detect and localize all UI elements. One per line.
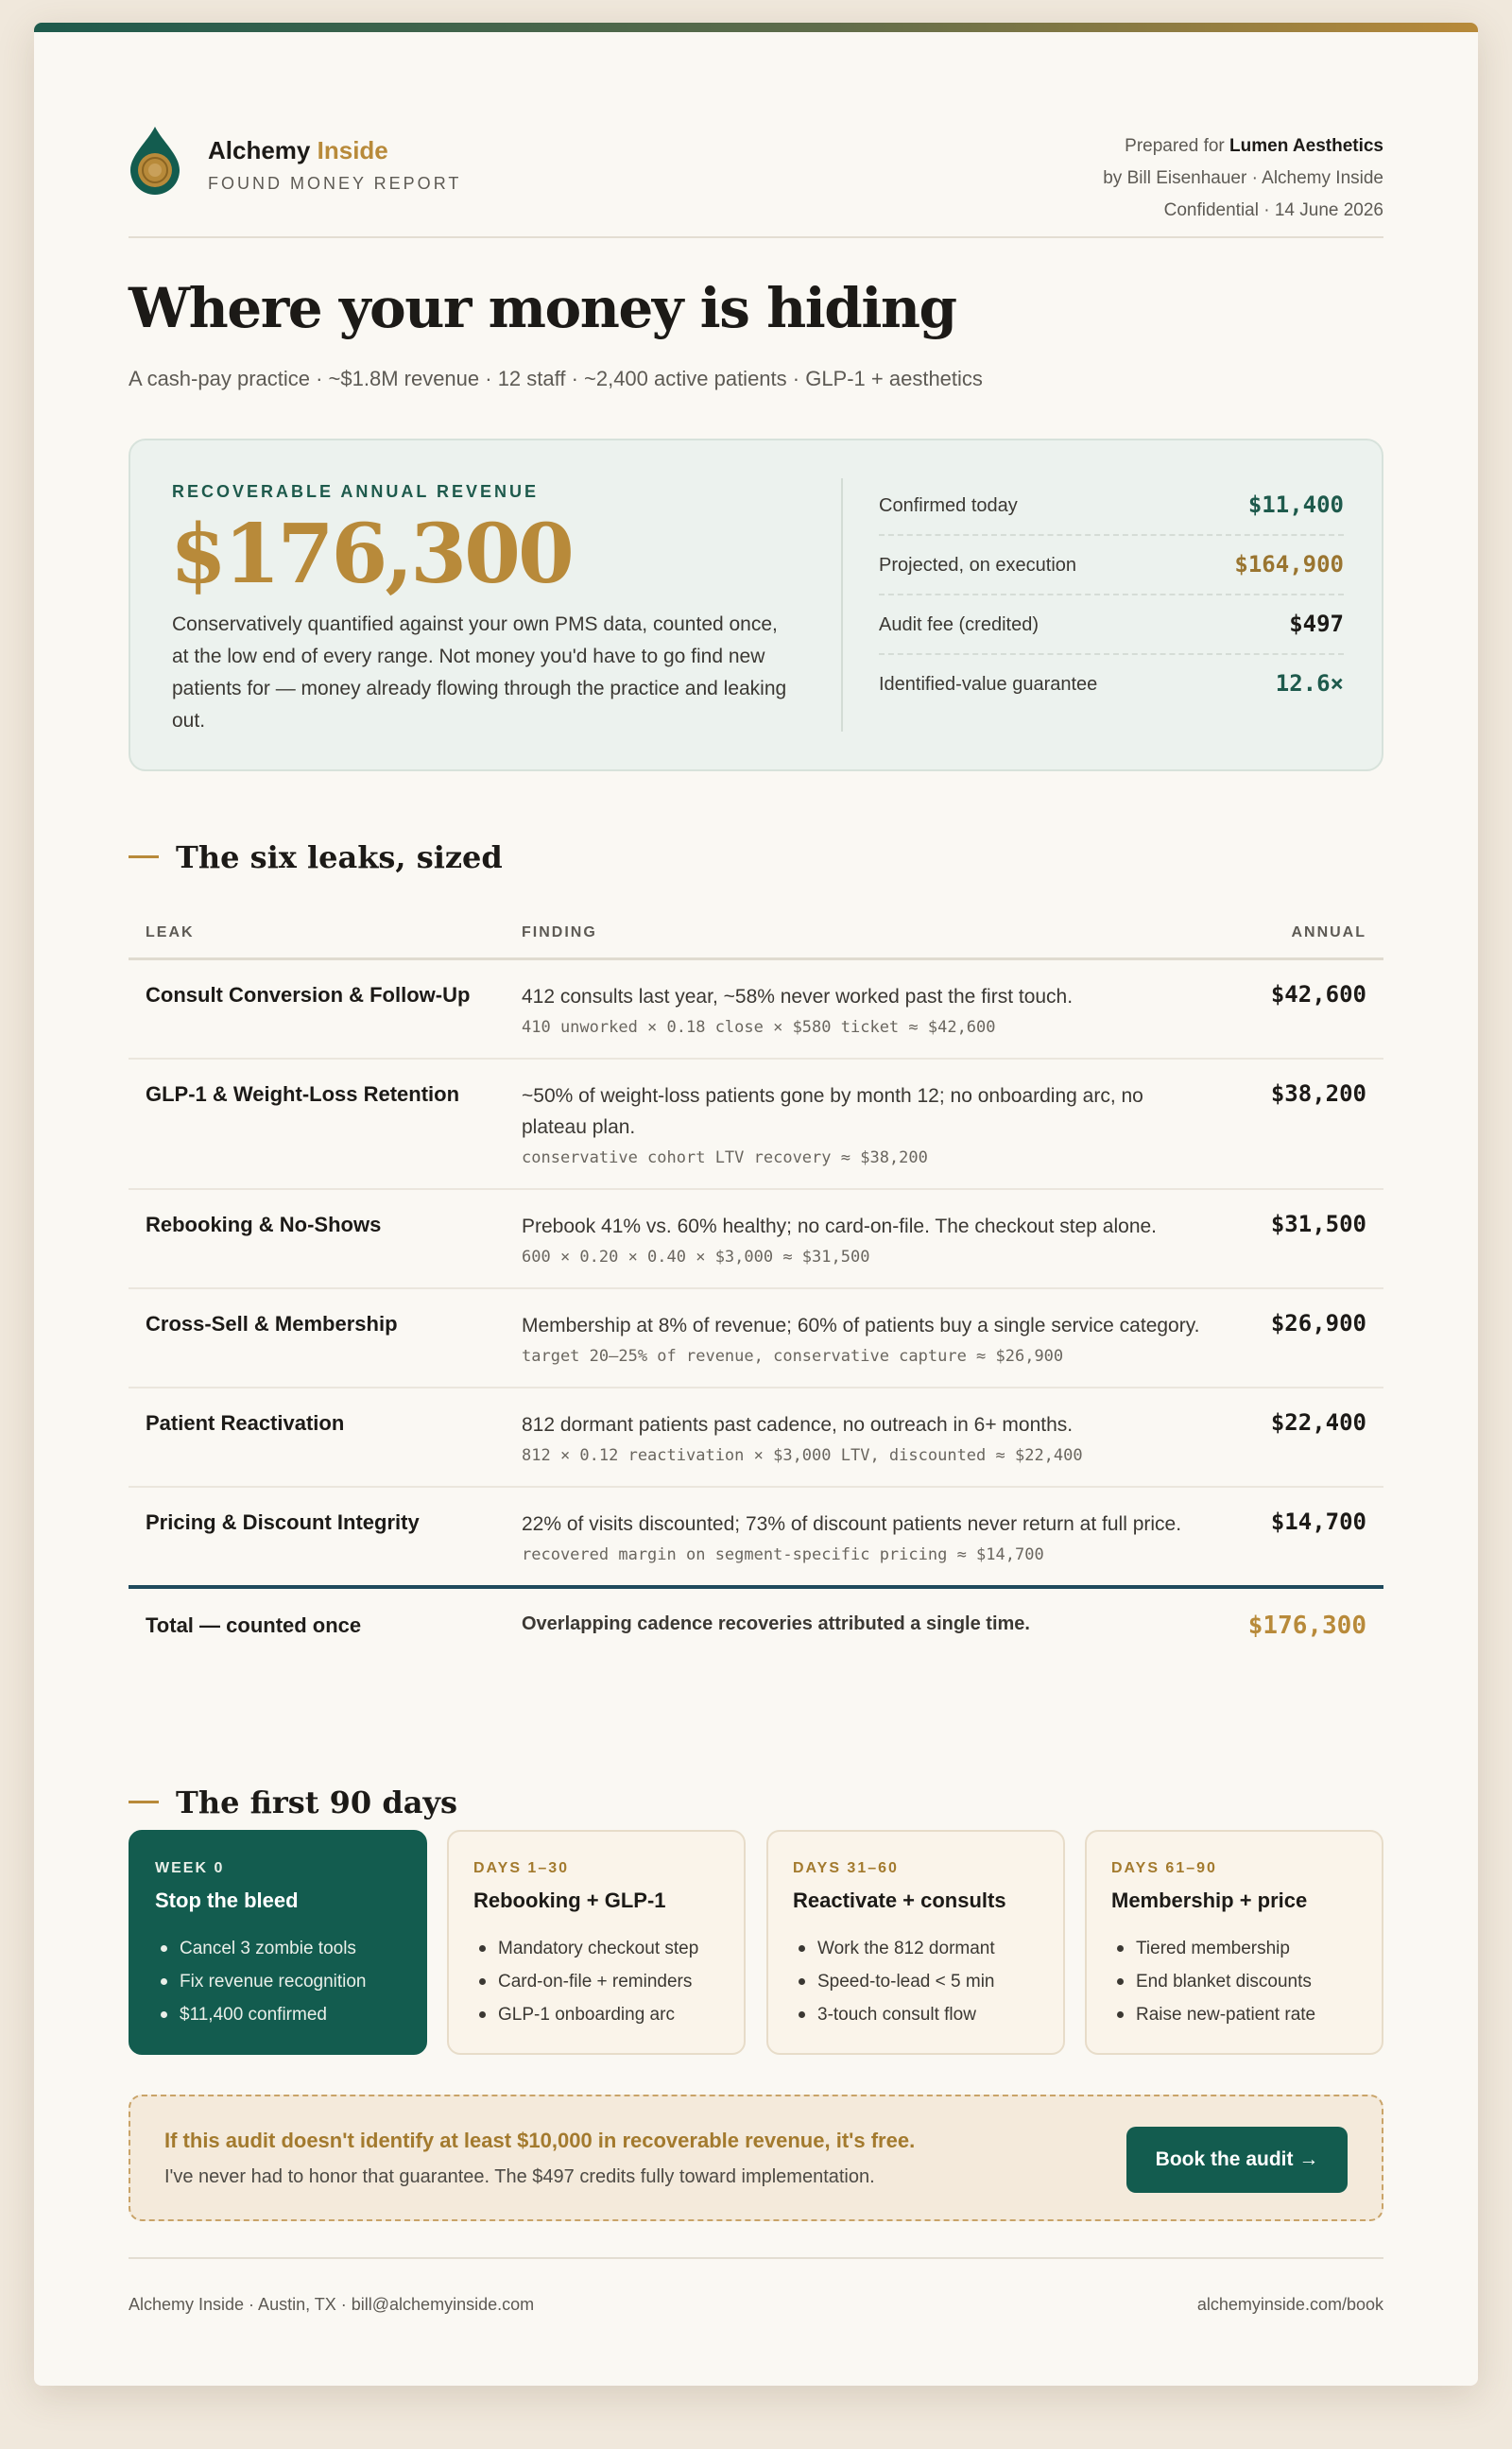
hero-stats — [879, 476, 1344, 715]
guarantee-headline: If this audit doesn't identify at least $10,000 in recoverable revenue, it's free. — [164, 2129, 916, 2152]
author-line: by Bill Eisenhauer · Alchemy Inside — [1103, 168, 1383, 188]
table-row: Patient Reactivation 812 dormant patients past cadence, no outreach in 6+ months. 812 × 0.12 reactivation × $3,000 LTV, discounted ≈ $22,400 $22,400 — [129, 1388, 1383, 1488]
stat-row: Projected, on execution $164,900 — [879, 536, 1344, 595]
ninety-day-plan — [129, 1830, 1383, 2055]
hero-label: RECOVERABLE ANNUAL REVENUE — [172, 482, 540, 501]
leaks-table — [129, 909, 1383, 1663]
table-header: LEAK FINDING ANNUAL — [129, 909, 1383, 960]
divider — [129, 236, 1383, 238]
section-title-leaks: The six leaks, sized — [129, 839, 503, 875]
table-row: Rebooking & No-Shows Prebook 41% vs. 60% healthy; no card-on-file. The checkout step alone. 600 × 0.20 × 0.40 × $3,000 ≈ $31,500 $31,500 — [129, 1190, 1383, 1289]
table-row: Consult Conversion & Follow-Up 412 consults last year, ~58% never worked past the first touch. 410 unworked × 0.18 close × $580 ticket ≈ $42,600 $42,600 — [129, 960, 1383, 1060]
table-row: GLP-1 & Weight-Loss Retention ~50% of weight-loss patients gone by month 12; no onboarding arc, no plateau plan. conservative cohort LTV recovery ≈ $38,200 $38,200 — [129, 1060, 1383, 1190]
report-page — [34, 23, 1478, 2386]
guarantee-detail: I've never had to honor that guarantee. The $497 credits fully toward implementation. — [164, 2166, 875, 2187]
stat-value: $164,900 — [1234, 551, 1344, 578]
book-audit-button[interactable]: Book the audit → — [1126, 2127, 1348, 2193]
guarantee-banner — [129, 2095, 1383, 2221]
total-row: Total — counted once Overlapping cadence recoveries attributed a single time. $176,300 — [129, 1585, 1383, 1663]
phase-card: DAYS 61–90 Membership + price Tiered membership End blanket discounts Raise new-patient rate — [1085, 1830, 1383, 2055]
footer-contact: Alchemy Inside · Austin, TX · bill@alchemyinside.com — [129, 2295, 535, 2314]
table-row: Cross-Sell & Membership Membership at 8% of revenue; 60% of patients buy a single service category. target 20–25% of revenue, conservative capture ≈ $26,900 $26,900 — [129, 1289, 1383, 1388]
accent-bar — [34, 23, 1478, 32]
recoverable-revenue-card — [129, 439, 1383, 771]
droplet-logo-icon — [129, 125, 181, 195]
divider — [129, 2257, 1383, 2259]
stat-value: $497 — [1289, 611, 1344, 637]
stat-value: $11,400 — [1247, 492, 1344, 518]
phase-card: DAYS 1–30 Rebooking + GLP-1 Mandatory checkout step Card-on-file + reminders GLP-1 onboarding arc — [447, 1830, 746, 2055]
report-header — [129, 106, 1383, 229]
client-name: Lumen Aesthetics — [1229, 136, 1383, 156]
hero-amount: $176,300 — [170, 507, 572, 602]
stat-row: Audit fee (credited) $497 — [879, 595, 1344, 655]
hero-description: Conservatively quantified against your own PMS data, counted once, at the low end of every range. Not money you'd have to go find new patients for — money already flowing through the practice and leaking out. — [172, 613, 787, 732]
section-title-plan: The first 90 days — [129, 1785, 457, 1820]
footer-link[interactable]: alchemyinside.com/book — [1196, 2295, 1383, 2314]
stat-row: Confirmed today $11,400 — [879, 476, 1344, 536]
stat-row: Identified-value guarantee 12.6× — [879, 670, 1344, 697]
phase-card: DAYS 31–60 Reactivate + consults Work the 812 dormant Speed-to-lead < 5 min 3-touch consult flow — [766, 1830, 1065, 2055]
confidential-line: Confidential · 14 June 2026 — [1163, 200, 1383, 220]
report-meta: Prepared for Lumen Aesthetics by Bill Eisenhauer · Alchemy Inside Confidential · 14 June 2026 — [1103, 130, 1383, 227]
brand-tagline: FOUND MONEY REPORT — [208, 174, 462, 193]
phase-card: WEEK 0 Stop the bleed Cancel 3 zombie tools Fix revenue recognition $11,400 confirmed — [129, 1830, 427, 2055]
page-title: Where your money is hiding — [129, 276, 956, 340]
page-subtitle: A cash-pay practice · ~$1.8M revenue · 12 staff · ~2,400 active patients · GLP-1 + aesthetics — [129, 367, 983, 390]
stat-value: 12.6× — [1275, 670, 1344, 697]
table-row: Pricing & Discount Integrity 22% of visits discounted; 73% of discount patients never return at full price. recovered margin on segment-specific pricing ≈ $14,700 $14,700 — [146, 1509, 1366, 1564]
brand-name: Alchemy Inside — [208, 136, 388, 164]
divider — [841, 478, 843, 732]
